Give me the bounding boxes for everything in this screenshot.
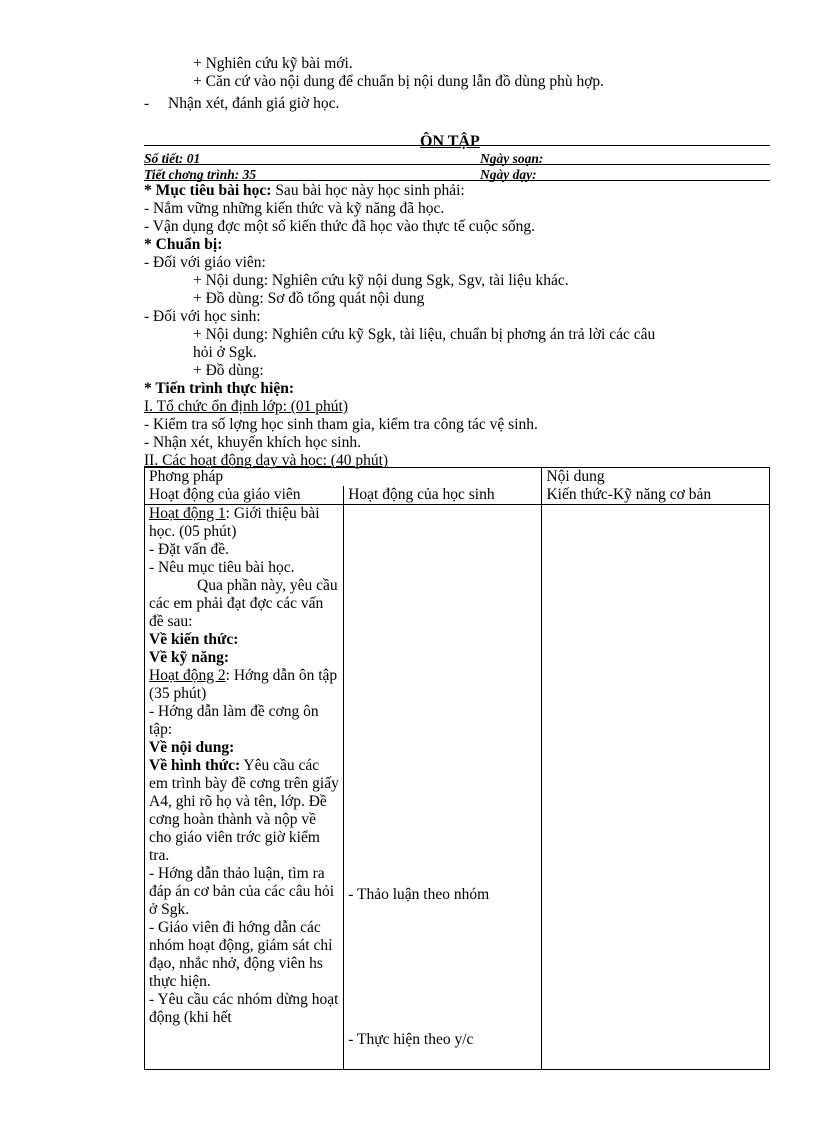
table-header-row-1 <box>145 468 770 487</box>
teacher-noi-dung: Về nội dung: <box>149 739 235 756</box>
objective-item-2: - Vận dụng đợc một số kiến thức đã học vào thực tế cuộc sống. <box>144 218 536 235</box>
header-content-line-1: Nội dung <box>546 468 605 485</box>
student-s2: - Thực hiện theo y/c <box>348 1031 474 1048</box>
objectives-heading: * Mục tiêu bài học: <box>144 182 272 199</box>
table-row <box>145 505 770 1070</box>
teacher-p3: Qua phần này, yêu cầu các em phải đạt đợc các vấn đề sau: <box>149 577 338 630</box>
preparation-teacher-tools: + Đồ dùng: Sơ đồ tổng quát nội dung <box>193 290 425 307</box>
teacher-hinh-thuc-text: Yêu cầu các em trình bày đề cơng trên giấy A4, ghi rõ họ và tên, lớp. Đề cơng hoàn thành và nộp về cho giáo viên trớc giờ kiểm tra. <box>149 757 339 864</box>
preparation-teacher: - Đối với giáo viên: <box>144 254 266 271</box>
process-item-1: - Kiểm tra số lợng học sinh tham gia, kiểm tra công tác vệ sinh. <box>144 416 538 433</box>
student-s1: - Thảo luận theo nhóm <box>348 886 490 903</box>
teacher-hinh-thuc-label: Về hình thức: <box>149 757 241 774</box>
teacher-p2: - Nêu mục tiêu bài học. <box>149 559 295 576</box>
meta-rule-2 <box>144 180 770 181</box>
intro-line-2: + Căn cứ vào nội dung để chuẩn bị nội dung lẫn đồ dùng phù hợp. <box>193 73 605 90</box>
preparation-student-content-1: + Nội dung: Nghiên cứu kỹ Sgk, tài liệu, chuẩn bị phơng án trả lời các câu <box>193 326 656 343</box>
header-teacher: Hoạt động của giáo viên <box>145 486 344 505</box>
activities-table <box>144 467 770 1070</box>
intro-bullet: - <box>144 95 150 112</box>
intro-line-3: Nhận xét, đánh giá giờ học. <box>168 95 340 112</box>
header-content-line-2: Kiến thức-Kỹ năng cơ bản <box>546 486 712 503</box>
teacher-kien-thuc: Về kiến thức: <box>149 631 239 648</box>
process-item-2: - Nhận xét, khuyến khích học sinh. <box>144 434 361 451</box>
preparation-student-content-2: hỏi ở Sgk. <box>193 344 257 361</box>
objective-item-1: - Nắm vững những kiến thức và kỹ năng đã học. <box>144 200 445 217</box>
preparation-heading: * Chuẩn bị: <box>144 236 223 253</box>
header-method: Phơng pháp <box>145 468 542 487</box>
content-column <box>542 505 770 1070</box>
objectives-heading-rest: Sau bài học này học sinh phải: <box>271 182 465 199</box>
ngay-soan: Ngày soạn: <box>480 151 544 166</box>
lesson-title: ÔN TẬP <box>420 133 480 150</box>
preparation-student: - Đối với học sinh: <box>144 308 261 325</box>
process-heading: * Tiến trình thực hiện: <box>144 380 294 397</box>
student-activities <box>344 505 542 1070</box>
so-tiet: Số tiết: 01 <box>144 151 201 166</box>
header-content <box>542 468 770 505</box>
teacher-p6: - Hớng dẫn làm đề cơng ôn tập: <box>149 703 319 738</box>
hoat-dong-2-text: : Hớng dẫn ôn tập (35 phút) <box>149 667 338 702</box>
header-student: Hoạt động của học sinh <box>344 486 542 505</box>
teacher-p10: - Giáo viên đi hớng dẫn các nhóm hoạt động, giám sát chỉ đạo, nhắc nhở, động viên hs thực hiện. <box>149 919 333 990</box>
hoat-dong-1-text: : Giới thiệu bài học. (05 phút) <box>149 505 320 540</box>
teacher-activities <box>145 505 344 1070</box>
objectives-heading-line <box>144 182 465 200</box>
tiet-chuong-trinh: Tiết chơng trình: 35 <box>144 167 257 182</box>
preparation-teacher-content: + Nội dung: Nghiên cứu kỹ nội dung Sgk, Sgv, tài liệu khác. <box>193 272 569 289</box>
hoat-dong-2-label: Hoạt động 2 <box>149 667 226 684</box>
ngay-day: Ngày dạy: <box>480 167 537 182</box>
teacher-p11: - Yêu cầu các nhóm dừng hoạt động (khi hết <box>149 991 339 1026</box>
process-section-2: II. Các hoạt động dạy và học: (40 phút) <box>144 452 389 469</box>
process-section-1: I. Tổ chức ổn định lớp: (01 phút) <box>144 398 349 415</box>
preparation-student-tools: + Đồ dùng: <box>193 362 264 379</box>
intro-line-1: + Nghiên cứu kỹ bài mới. <box>193 55 353 72</box>
hoat-dong-1-label: Hoạt động 1 <box>149 505 226 522</box>
teacher-p9: - Hớng dẫn thảo luận, tìm ra đáp án cơ bản của các câu hỏi ở Sgk. <box>149 865 335 918</box>
teacher-p1: - Đặt vấn đề. <box>149 541 230 558</box>
meta-rule-1 <box>144 164 770 165</box>
teacher-ky-nang: Về kỹ năng: <box>149 649 230 666</box>
